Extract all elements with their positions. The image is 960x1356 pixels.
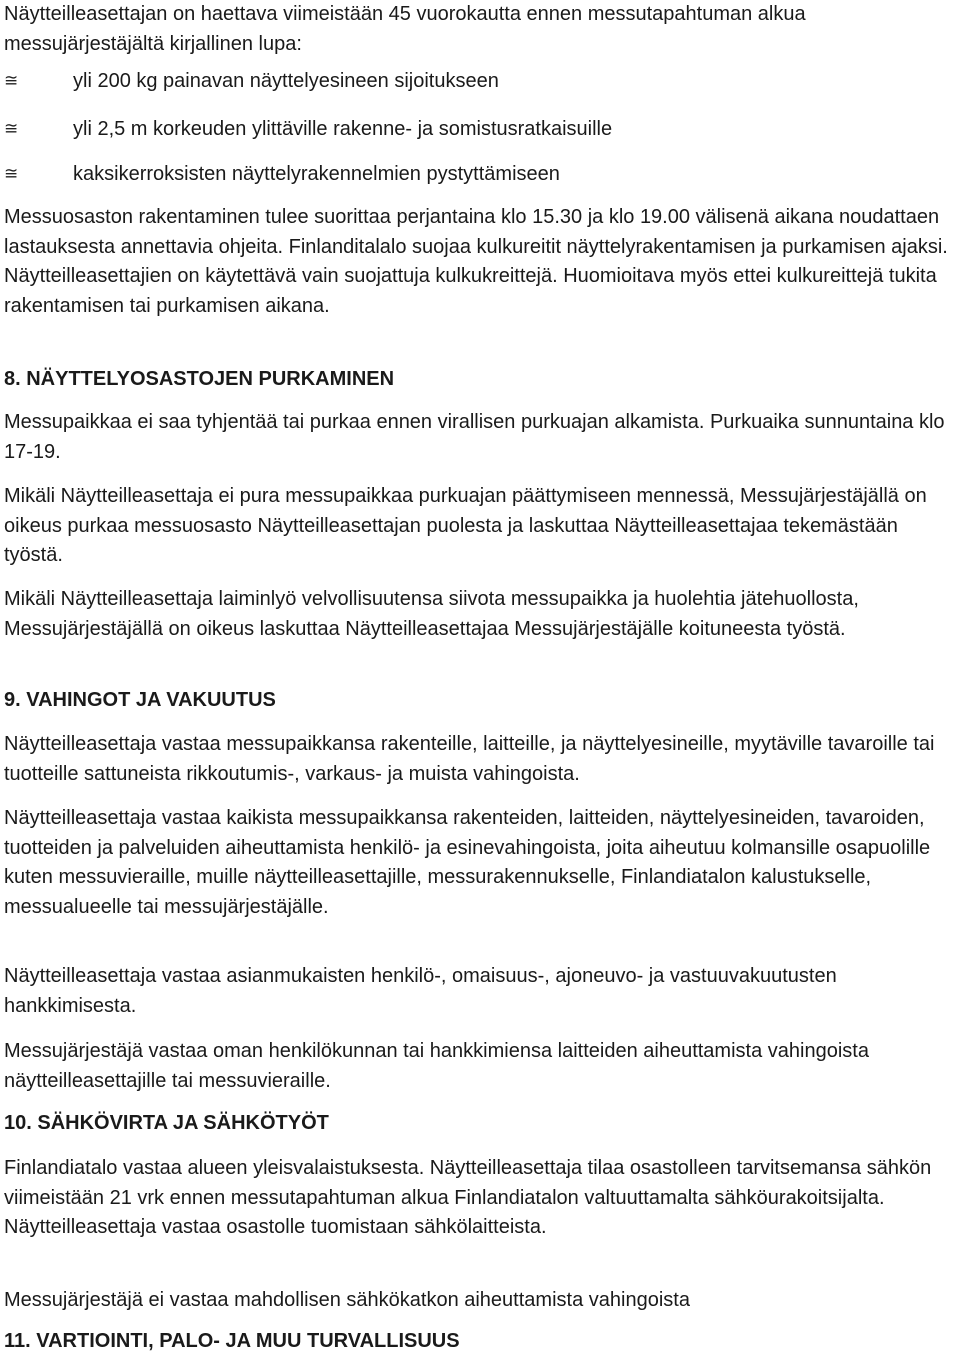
bullet-symbol-icon: ≅ [4,164,19,183]
section-9-paragraph: Näytteilleasettaja vastaa kaikista messupaikkansa rakenteiden, laitteiden, näyttelyesineiden, tavaroiden, tuotteiden ja palveluiden aiheuttamista henkilö- ja esinevahingoista, joita aiheutuu kolmansille osapuolille kuten messuvieraille, muille näytteilleasettajille, messurakennukselle, Finlandiatalon kalustukselle, messualueelle tai messujärjestäjälle. [4,807,931,918]
section-10-paragraph: Finlandiatalo vastaa alueen yleisvalaistuksesta. Näytteilleasettaja tilaa osastolleen tarvitsemansa sähkön viimeistään 21 vrk ennen messutapahtuman alkua Finlandiatalon valtuuttamalta sähköurakoitsijalta. Näytteilleasettaja vastaa osastolle tuomistaan sähkölaitteista. [4,1157,932,1238]
bullet-symbol-icon: ≅ [4,119,19,138]
bullet-text: yli 200 kg painavan näyttelyesineen sijoitukseen [73,70,499,92]
section-9-paragraph: Messujärjestäjä vastaa oman henkilökunnan tai hankkimiensa laitteiden aiheuttamista vahingoista näytteilleasettajille tai messuvieraille. [4,1040,869,1092]
section-9-heading: 9. VAHINGOT JA VAKUUTUS [4,689,276,711]
section-11-heading: 11. VARTIOINTI, PALO- JA MUU TURVALLISUUS [4,1330,460,1352]
section-10-paragraph: Messujärjestäjä ei vastaa mahdollisen sähkökatkon aiheuttamista vahingoista [4,1289,690,1311]
section-8-paragraph: Messupaikkaa ei saa tyhjentää tai purkaa ennen virallisen purkuajan alkamista. Purkuaika sunnuntaina klo 17-19. [4,411,945,463]
intro-paragraph: Näytteilleasettajan on haettava viimeistään 45 vuorokautta ennen messutapahtuman alkua messujärjestäjältä kirjallinen lupa: [4,3,806,55]
bullet-symbol-icon: ≅ [4,71,19,90]
section-10-heading: 10. SÄHKÖVIRTA JA SÄHKÖTYÖT [4,1112,329,1134]
bullet-text: kaksikerroksisten näyttelyrakennelmien pystyttämiseen [73,163,560,185]
bullet-text: yli 2,5 m korkeuden ylittäville rakenne- ja somistusratkaisuille [73,118,613,140]
section-8-paragraph: Mikäli Näytteilleasettaja laiminlyö velvollisuutensa siivota messupaikka ja huolehtia jätehuollosta, Messujärjestäjällä on oikeus laskuttaa Näytteilleasettajaa Messujärjestäjälle koituneesta työstä. [4,588,859,640]
section-9-paragraph: Näytteilleasettaja vastaa messupaikkansa rakenteille, laitteille, ja näyttelyesineille, myytäville tavaroille tai tuotteille sattuneista rikkoutumis-, varkaus- ja muista vahingoista. [4,733,935,785]
section-8-heading: 8. NÄYTTELYOSASTOJEN PURKAMINEN [4,368,395,390]
rakentaminen-paragraph: Messuosaston rakentaminen tulee suorittaa perjantaina klo 15.30 ja klo 19.00 välisenä aikana noudattaen lastauksesta annettavia ohjeita. Finlanditalalo suojaa kulkureitit näyttelyrakentamisen ja purkamisen ajaksi. Näytteilleasettajien on käytettävä vain suojattuja kulkukreittejä. Huomioitava myös ettei kulkureittejä tukita rakentamisen tai purkamisen aikana. [4,206,948,317]
section-8-paragraph: Mikäli Näytteilleasettaja ei pura messupaikkaa purkuajan päättymiseen mennessä, Messujärjestäjällä on oikeus purkaa messuosasto Näytteilleasettajan puolesta ja laskuttaa Näytteilleasettajaa tekemästään työstä. [4,485,927,566]
section-9-paragraph: Näytteilleasettaja vastaa asianmukaisten henkilö-, omaisuus-, ajoneuvo- ja vastuuvakuutusten hankkimisesta. [4,965,837,1017]
